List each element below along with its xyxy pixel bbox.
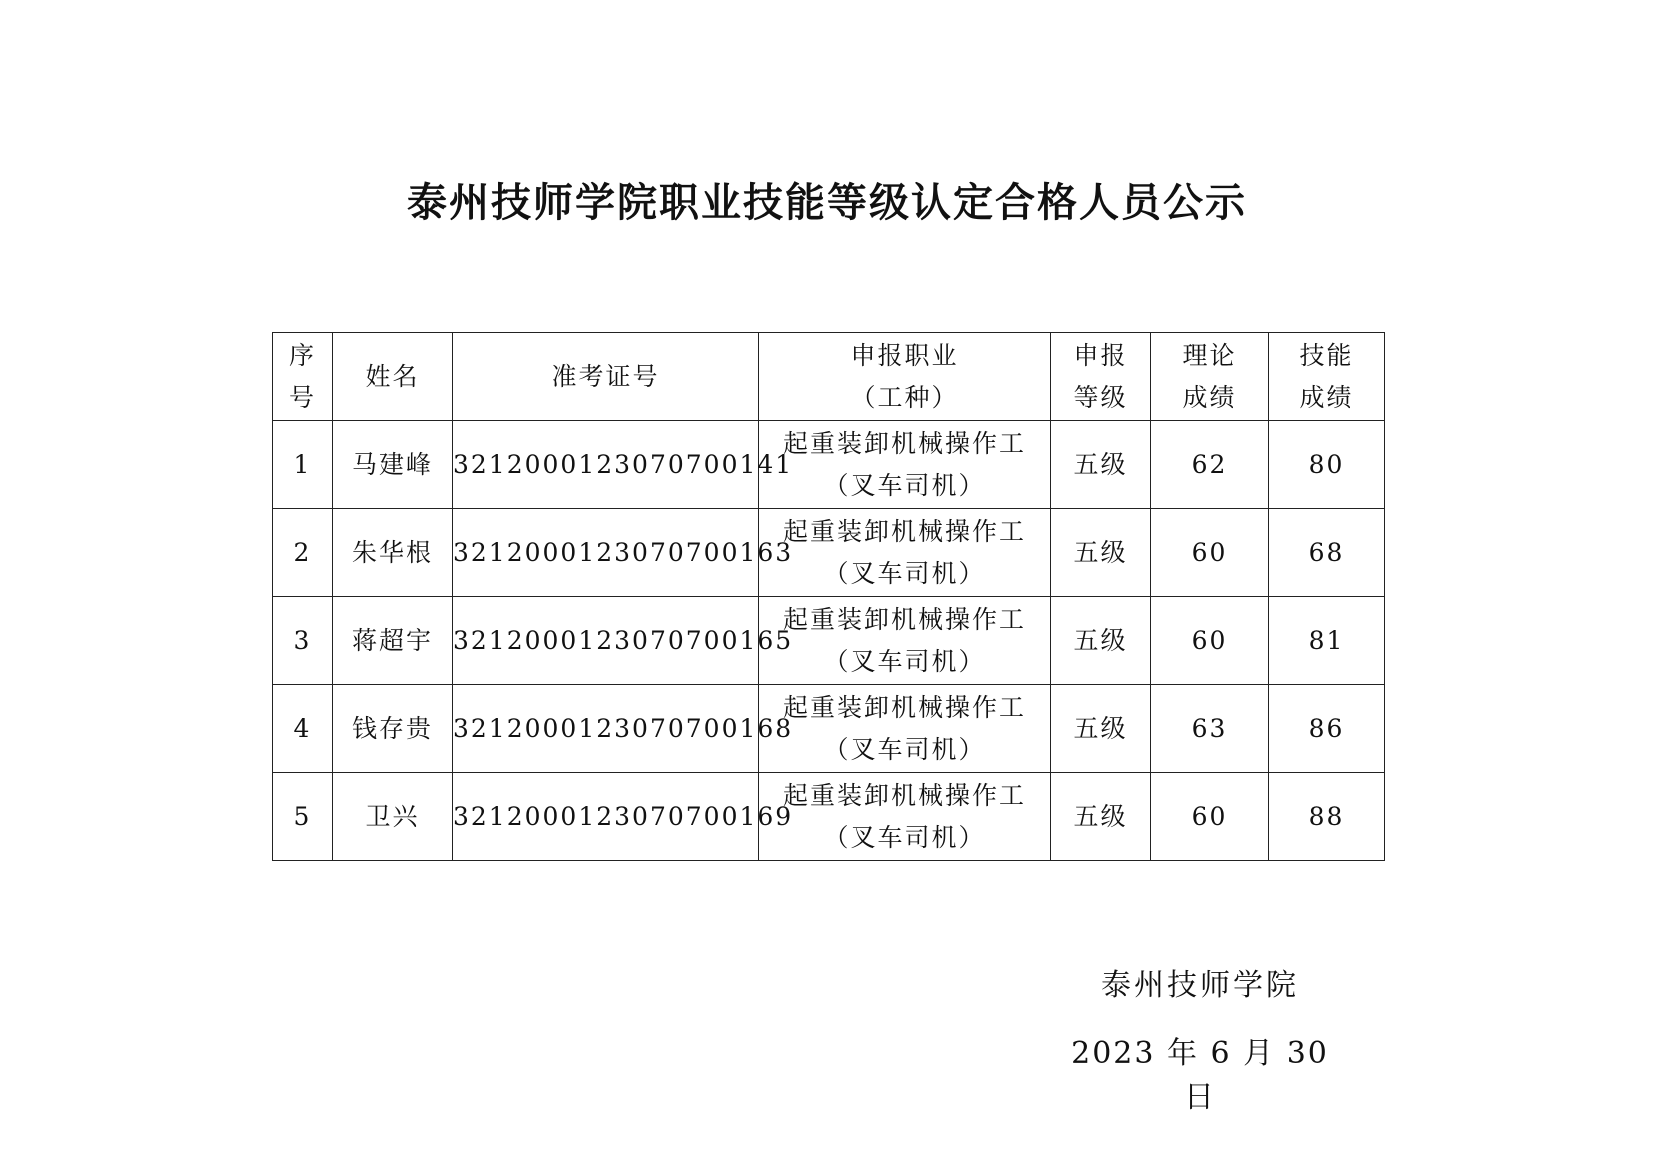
cell-level: 五级 (1051, 685, 1151, 773)
cell-theory: 62 (1151, 421, 1269, 509)
header-occupation: 申报职业 （工种） (759, 333, 1051, 421)
table-row (273, 509, 1385, 597)
cell-ticket: 3212000123070700141 (453, 421, 759, 509)
cell-skill: 86 (1269, 685, 1385, 773)
table-header-row (273, 333, 1385, 421)
cell-level: 五级 (1051, 421, 1151, 509)
cell-seq: 5 (273, 773, 333, 861)
header-level: 申报 等级 (1051, 333, 1151, 421)
cell-seq: 2 (273, 509, 333, 597)
cell-ticket: 3212000123070700168 (453, 685, 759, 773)
header-name: 姓名 (333, 333, 453, 421)
cell-level: 五级 (1051, 597, 1151, 685)
table-row (273, 685, 1385, 773)
cell-skill: 80 (1269, 421, 1385, 509)
cell-theory: 60 (1151, 773, 1269, 861)
cell-skill: 68 (1269, 509, 1385, 597)
cell-name: 马建峰 (333, 421, 453, 509)
table-row (273, 597, 1385, 685)
cell-occupation: 起重装卸机械操作工 （叉车司机） (759, 773, 1051, 861)
table-row (273, 773, 1385, 861)
cell-ticket: 3212000123070700169 (453, 773, 759, 861)
cell-theory: 60 (1151, 509, 1269, 597)
header-theory: 理论 成绩 (1151, 333, 1269, 421)
cell-occupation: 起重装卸机械操作工 （叉车司机） (759, 685, 1051, 773)
cell-seq: 4 (273, 685, 333, 773)
table-row (273, 421, 1385, 509)
cell-theory: 60 (1151, 597, 1269, 685)
header-ticket: 准考证号 (453, 333, 759, 421)
cell-occupation: 起重装卸机械操作工 （叉车司机） (759, 597, 1051, 685)
cell-seq: 3 (273, 597, 333, 685)
cell-name: 卫兴 (333, 773, 453, 861)
cell-ticket: 3212000123070700165 (453, 597, 759, 685)
cell-seq: 1 (273, 421, 333, 509)
cell-occupation: 起重装卸机械操作工 （叉车司机） (759, 421, 1051, 509)
header-skill: 技能 成绩 (1269, 333, 1385, 421)
cell-occupation: 起重装卸机械操作工 （叉车司机） (759, 509, 1051, 597)
cell-name: 钱存贵 (333, 685, 453, 773)
cell-skill: 88 (1269, 773, 1385, 861)
qualified-personnel-table (272, 332, 1385, 861)
issuer-name: 泰州技师学院 (1101, 968, 1299, 1003)
cell-name: 朱华根 (333, 509, 453, 597)
cell-theory: 63 (1151, 685, 1269, 773)
cell-ticket: 3212000123070700163 (453, 509, 759, 597)
document-title: 泰州技师学院职业技能等级认定合格人员公示 (407, 180, 1247, 226)
cell-level: 五级 (1051, 509, 1151, 597)
cell-name: 蒋超宇 (333, 597, 453, 685)
cell-skill: 81 (1269, 597, 1385, 685)
header-seq: 序 号 (273, 333, 333, 421)
cell-level: 五级 (1051, 773, 1151, 861)
issue-date: 2023 年 6 月 30 日 (1071, 1036, 1329, 1115)
